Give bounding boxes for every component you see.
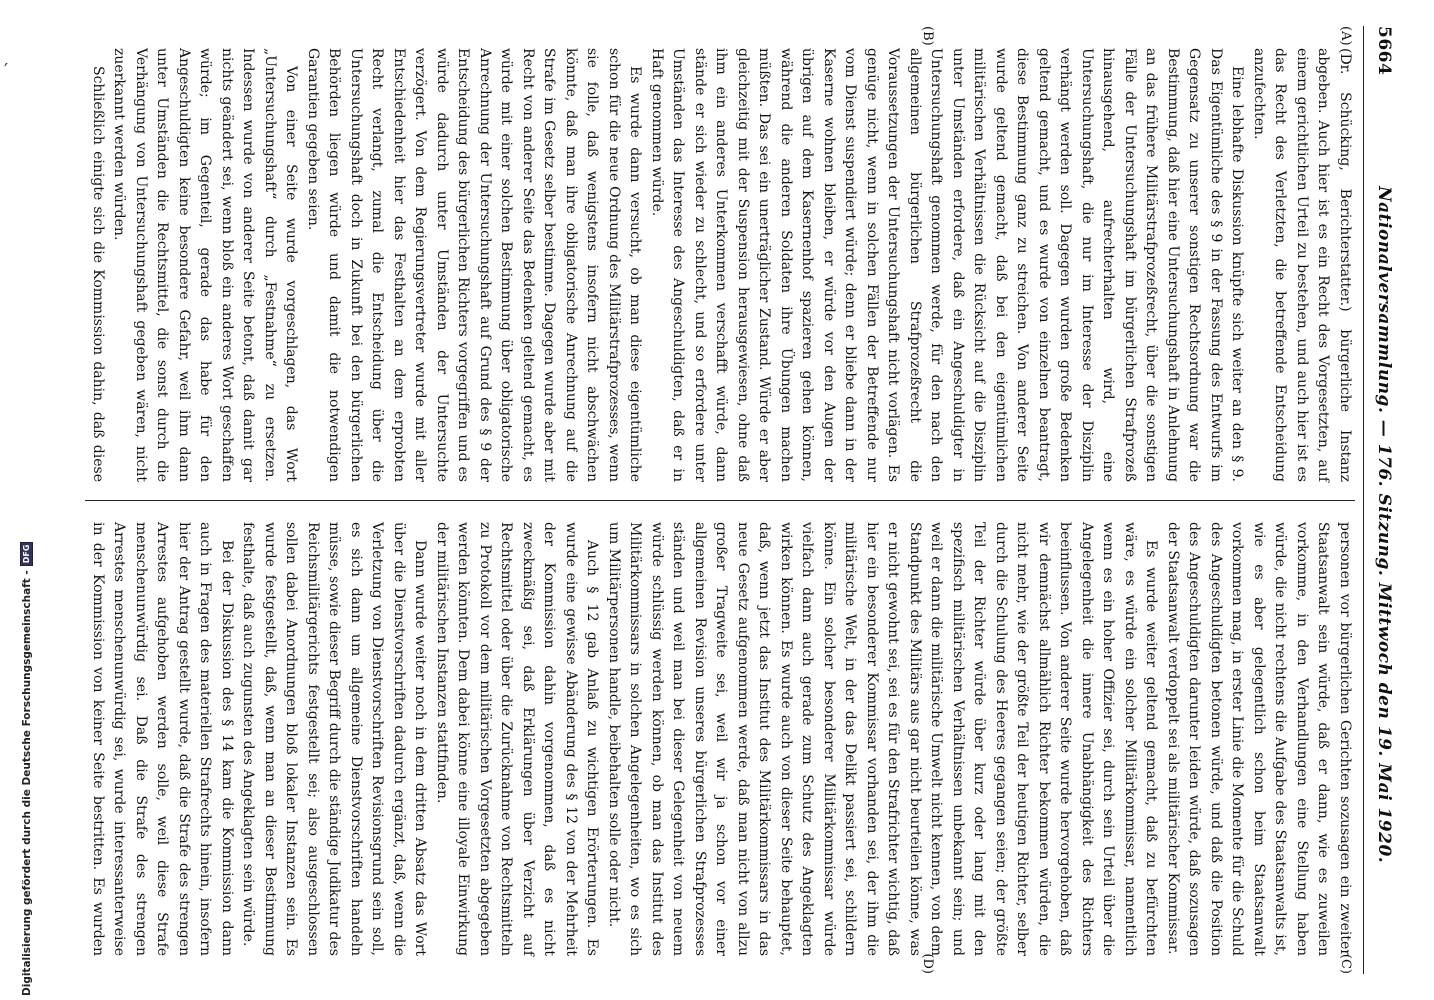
paragraph: Es wurde dann versucht, ob man diese eigentümliche schon für die neue Ordnung des Militärstrafprozesses, wenn sie folle, daß wenigstens insofern nicht abschwächen könnte, daß man ihre obligatorische Anrechnung auf die Strafe im Gesetz selber bestimme. Dagegen wurde aber mit Recht von anderer Seite das Bedenken geltend gemacht, es würde mit einer solchen Bestimmung über obligatorische Anrechnung der Untersuchungshaft auf Grund des § 9 der Entscheidung des bürgerlichen Richters vorgegriffen und es würde dadurch unter Umständen der Untersuchte verzögert. Von dem Regierungsvertreter wurde mit aller Entschiedenheit hier das Festhalten an dem erprobten Recht verlangt, zumal die Entscheidung über die Untersuchungshaft doch in Zukunft bei den bürgerlichen Behörden liegen würde und damit die notwendigen Garantien gegeben seien. xyxy=(305,48,644,482)
paragraph: (Dr. Schücking, Berichterstatter.) bürgerliche Instanz abgeben. Auch hier ist es ein Recht des Vorgesetzten, auf einem gerichtlichen Urteil zu bestehen, und auch hier ist es das Recht des Verletzten, die betreffende Entscheidung anzufechten. xyxy=(1251,48,1353,482)
digitization-notice-text: Digitalisierung gefördert durch die Deutsche Forschungsgemeinschaft - xyxy=(20,570,33,996)
margin-letter-c: (C) xyxy=(1338,953,1353,974)
paragraph: Dann wurde weiter noch in dem dritten Absatz das Wort über die Dienstvorschriften dadurch ergänzt, daß, wenn die Verletzung von Dienstvorschriften Revisionsgrund sein soll, es sich dann um allgemeine Dienstvorschriften handeln müsse, sowie dieser Begriff durch die ständige Judikatur des Reichsmilitärgerichts festgestellt sei; also ausgeschlossen sollen dabei Anordnungen bloß lokaler Instanzen sein. Es wurde festgestellt, daß, wenn man an dieser Bestimmung festhalte, daß auch zugunsten des Angeklagten sein würde. xyxy=(240,522,429,956)
scan-edge-mark: ′ xyxy=(4,60,9,81)
paragraph: Von einer Seite wurde vorgeschlagen, das Wort „Untersuchungshaft“ durch „Festnahme“ zu ersetzen. Indessen wurde von anderer Seite betont, daß damit gar nichts geändert sei, wenn bloß ein anderes Wort geschaffen würde; im Gegenteil, gerade das habe für den Angeschuldigten keine besondere Gefahr, weil ihm dann unter Umständen die Rechtsmittel, die sonst durch die Verhängung von Untersuchungshaft gegeben wären, nicht zuerkannt werden würden. xyxy=(111,48,300,482)
paragraph: Eine lebhafte Diskussion knüpfte sich weiter an den § 9. Das Eigentümliche des § 9 in der Fassung des Entwurfs im Gegensatz zu unserer sonstigen Rechtsordnung war die Bestimmung, daß hier eine Untersuchungshaft in Anlehnung an das frühere Militärstrafprozeßrecht, über die sonstigen Fälle der Untersuchungshaft im bürgerlichen Strafprozeß hinausgehend, aufrechterhalten wird, eine Untersuchungshaft, die nur im Interesse der Disziplin verhängt werden soll. Dagegen wurden große Bedenken geltend gemacht, und es wurde von einzelnen beantragt, diese Bestimmung ganz zu streichen. Von anderer Seite wurde geltend gemacht, daß bei den eigentümlichen militärischen Verhältnissen die Rücksicht auf die Disziplin unter Umständen erfordere, daß ein Angeschuldigter in Untersuchungshaft genommen werde, für den nach den allgemeinen bürgerlichen Strafprozeßrecht die Voraussetzungen der Untersuchungshaft nicht vorlägen. Es genüge nicht, wenn in solchen Fällen der Betreffende nur vom Dienst suspendiert würde; denn er bliebe dann in der Kaserne wohnen bleiben, er würde vor den Augen der übrigen auf dem Kasernenhof spazieren gehen können, während die anderen Soldaten ihre Übungen machen müßten. Das sei ein unerträglicher Zustand. Würde er aber gleichzeitig mit der Suspension herausgewiesen, ohne daß ihm ein anderes Unterkommen verschafft würde, dann stände er sich wieder zu schlecht, und so erfordere unter Umständen das Interesse des Angeschuldigten, daß er in Haft genommen würde. xyxy=(649,48,1246,482)
paragraph: personen vor bürgerlichen Gerichten sozusagen ein zweiter Staatsanwalt sein würde, daß er dann, wie es zuweilen vorkomme, in den Verhandlungen eine Stellung haben würde, die nicht rechtens die Aufgabe des Staatsanwalts ist, wie es aber gelegentlich schon beim Staatsanwalt vorkommen mag, in erster Linie die Momente für die Schuld des Angeschuldigten betonen würde, und daß die Position des Angeschuldigten darunter leiden würde, daß sozusagen der Staatsanwalt verdoppelt sei als militärischer Kommissar. xyxy=(1165,522,1353,956)
text-columns xyxy=(85,26,1355,974)
left-column xyxy=(85,26,1355,500)
running-title: Nationalversammlung. — 176. Sitzung. Mittwoch den 19. Mai 1920. xyxy=(1374,186,1394,864)
paragraph: Auch § 12 gab Anlaß zu wichtigen Erörterungen. Es wurde eine gewisse Abänderung des § 12 von der Mehrheit der Kommission dahin vorgenommen, daß es nicht zweckmäßig sei, daß Erklärungen über Verzicht auf Rechtsmittel oder über die Zurücknahme von Rechtsmitteln zu Protokoll vor dem militärischen Vorgesetzten abgegeben werden könnten. Dem dabei könne eine illoyale Einwirkung der militärischen Instanzen stattfinden. xyxy=(434,522,601,956)
margin-letter-a: (A) xyxy=(1338,26,1353,46)
margin-letter-d: (D) xyxy=(920,953,935,974)
paragraph: Es wurde weiter geltend gemacht, daß zu befürchten wäre, es würde ein solcher Militärkommissar, namentlich wenn es ein hoher Offizier sei, durch sein Urteil über die Angelegenheit die innere Unabhängigkeit des Richters beeinflussen. Von anderer Seite wurde hervorgehoben, daß wir demnächst allmählich Richter bekommen würden, die nicht mehr, wie der größte Teil der heutigen Richter, selber durch die Schulung des Heeres gegangen seien; der größte Teil der Richter würde über kurz oder lang mit den spezifisch militärischen Verhältnissen unbekannt sein; und weil er dann die militärische Umwelt nicht kennen, von dem Standpunkt des Militärs aus gar nicht beurteilen könne, was er nicht gewohnt sei, sei es für den Strafrichter wichtig, daß hier ein besonderer Kommissar vorhanden sei, der ihm die militärische Welt, in der das Delikt passiert sei, schildern könne. Ein solcher besonderer Militärkommissar würde vielfach dann auch gerade zum Schutz des Angeklagten wirken können. Es wurde auch von dieser Seite behauptet, daß, wenn jetzt das Institut des Militärkommissars in das neue Gesetz aufgenommen werde, daß man nicht von allzu großer Tragweite sei, weil wir ja schon vor einer allgemeinen Revision unseres bürgerlichen Strafprozesses ständen und weil man bei dieser Gelegenheit von neuem würde schlüssig werden können, ob man das Institut des Militärkommissars in solchen Angelegenheiten, wo es sich um Militärpersonen handle, beibehalten solle oder nicht. xyxy=(606,522,1160,956)
column-divider xyxy=(85,500,1355,501)
digitization-notice xyxy=(0,0,33,1000)
paragraph: Schließlich einigte sich die Kommission dahin, daß diese xyxy=(90,66,106,482)
right-column xyxy=(85,500,1355,974)
document-page xyxy=(64,20,1394,980)
page-number: 5664 xyxy=(1374,26,1394,76)
page-header xyxy=(1363,26,1394,974)
paragraph: Bei der Diskussion des § 14 kam die Kommission dann auch in Fragen des materiellen Strafrechts hinein, insofern hier der Antrag gestellt wurde, daß die Strafe des strengen Arrestes aufgehoben werden solle, weil diese Strafe menschenunwürdig sei. Daß die Strafe des strengen Arrestes menschenunwürdig sei, wurde interessanterweise in der Kommission von keiner Seite bestritten. Es wurden xyxy=(90,522,235,956)
dfg-logo-icon: DFG xyxy=(20,542,33,567)
margin-letter-b: (B) xyxy=(920,26,935,46)
